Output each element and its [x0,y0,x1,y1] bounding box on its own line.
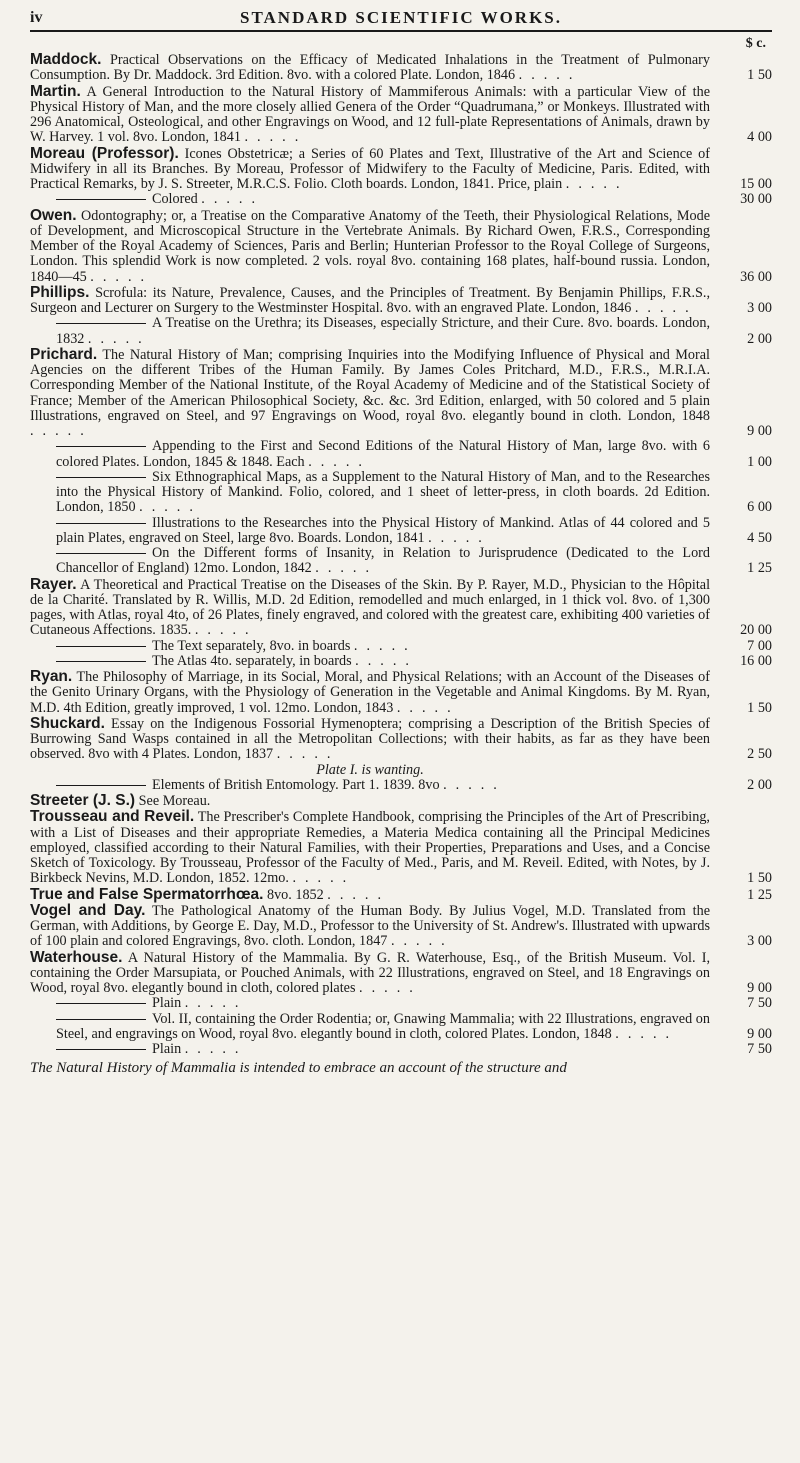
leader-dots: ..... [276,746,340,763]
entry-price: 7 50 [747,1041,772,1057]
catalogue-entry [30,950,772,997]
entry-text: The Natural History of Man; comprising Inquiries into the Modifying Influence of Physical and Moral Agencies on the different Tribes of the Human Family. By James Coles Pritchard, M.D., F.R.S., M.R.I.A. Corresponding Member of the National Institute, of the Royal Academy of Medicine and of the Statistical Society of France; Member of the American Philosophical Society, &c. &c. 3rd Edition, enlarged, with 50 colored and 5 plain Illustrations, engraved on Steel, and 97 Engravings on Wood, royal 8vo. elegantly bound in cloth. London, 1848 [30,346,710,424]
entry-author: Ryan. [30,668,73,685]
leader-dots: ..... [194,622,258,639]
entry-price: 30 00 [740,191,772,208]
entry-price: 4 00 [747,129,772,146]
entry-price: 3 00 [747,933,772,950]
entry-price: 15 00 [740,176,772,192]
catalogue-entry [30,793,772,809]
entry-text: 8vo. 1852 [266,886,324,903]
entry-text: A Natural History of the Mammalia. By G. R. Waterhouse, Esq., of the British Museum. Vol. I, containing the Order Marsupiata, or Pouched Animals, with 22 Illustrations, engraved on Steel, and 18 Engravings on Wood, royal 8vo. elegantly bound in cloth, colored plates [30,949,710,996]
ditto-rule [56,646,146,647]
sub-entry [30,316,772,347]
entry-text: Elements of British Entomology. Part 1. 1839. 8vo [152,776,440,793]
leader-dots: ..... [184,1041,248,1057]
entry-text: A Treatise on the Urethra; its Diseases, especially Stricture, and their Cure. 8vo. boards. London, 1832 [56,315,710,347]
leader-dots: ..... [87,330,151,347]
currency-header: $ c. [745,36,766,51]
entry-author: Rayer. [30,575,77,593]
entry-text: Appending to the First and Second Editions of the Natural History of Man, large 8vo. with 6 colored Plates. London, 1845 & 1848. Each [56,438,710,470]
entry-author: Vogel and Day. [30,901,146,919]
entry-text: The Text separately, 8vo. in boards [152,637,351,654]
entry-text: Practical Observations on the Efficacy of Medicated Inhalations in the Treatment of Pulmonary Consumption. By Dr. Maddock. 3rd Edition. 8vo. with a colored Plate. London, 1846 [30,52,710,84]
catalogue-entry [30,347,772,440]
entry-text: On the Different forms of Insanity, in Relation to Jurisprudence (Dedicated to the Lord Chancellor of England) 12mo. London, 1842 [56,545,710,577]
ditto-rule [56,553,146,554]
sub-entry [30,470,772,516]
entry-price: 3 00 [747,300,772,316]
leader-dots: ..... [308,453,371,470]
ditto-rule [56,661,146,662]
sub-entry [30,654,772,669]
entry-price: 9 00 [747,980,772,996]
entry-text: Six Ethnographical Maps, as a Supplement to the Natural History of Man, and to the Researches into the Physical History of Mankind. Folio, colored, and 1 sheet of letter-press, in cloth boards. 2d Edition. London, 1850 [56,468,710,516]
entry-price: 2 00 [747,776,772,793]
catalogue-entry [30,52,772,84]
entry-text: Plain [152,995,182,1012]
entry-price: 1 25 [747,886,772,903]
entry-price: 2 50 [747,746,772,763]
sub-entry [30,192,772,207]
leader-dots: ..... [30,423,93,439]
catalogue-entry [30,716,772,763]
entry-author: Maddock. [30,51,102,68]
catalogue-entry [30,146,772,193]
sub-entry [30,1042,772,1057]
leader-dots: ..... [355,652,418,669]
entry-text: A General Introduction to the Natural History of Mammiferous Animals: with a particular View of the Physical History of Man, and the more closely allied Genera of the Order “Quadrumana,” or Monkeys. Illustrated with 296 Anatomical, Osteological, and other Engravings on Wood, and 12 full-plate Representations of Animals, drawn by W. Harvey. 1 vol. 8vo. London, 1841 [30,83,711,146]
entry-author: Shuckard. [30,714,105,732]
entry-text: Vol. II, containing the Order Rodentia; or, Gnawing Mammalia; with 22 Illustrations, engraved on Steel, and engravings on Wood, royal 8vo. elegantly bound in cloth, colored Plates. London, 1848 [56,1010,710,1042]
entry-list [30,52,772,1057]
catalogue-entry [30,285,772,317]
ditto-rule [56,1003,146,1004]
leader-dots: ..... [615,1025,679,1042]
entry-text: The Pathological Anatomy of the Human Body. By Julius Vogel, M.D. Translated from the German, with Additions, by George E. Day, M.D., Professor to the University of St. Andrew's. Illustrated with upwards of 100 plain and colored Engravings, 8vo. cloth. London, 1847 [30,902,711,950]
sub-entry [30,546,772,577]
catalogue-entry [30,669,772,716]
entry-price: 20 00 [740,622,772,639]
leader-dots: ..... [292,870,356,887]
entry-price: 6 00 [747,499,772,516]
ditto-rule [56,1019,146,1020]
catalogue-entry [30,208,772,285]
entry-price: 1 50 [747,67,772,84]
entry-text: The Philosophy of Marriage, in its Social, Moral, and Physical Relations; with an Account of the Diseases of the Genito Urinary Organs, with the Physiology of Generation in the Vegetable and Animal Kingdoms. By M. Ryan, M.D. 4th Edition, greatly improved, 1 vol. 12mo. London, 1843 [30,669,710,716]
entry-price: 1 50 [747,699,772,716]
entry-author: Streeter (J. S.) [30,792,136,809]
leader-dots: ..... [327,886,391,903]
leader-dots: ..... [565,176,629,192]
entry-text: The Atlas 4to. separately, in boards [152,652,352,669]
page-number: iv [30,9,43,26]
entry-text: Scrofula: its Nature, Prevalence, Causes, and the Principles of Treatment. By Benjamin Phillips, F.R.S., Surgeon and Lecturer on Surgery to the Westminster Hospital. 8vo. with an engraved Plate. London, 1846 [30,284,711,316]
entry-price: 16 00 [740,652,772,669]
entry-text: Icones Obstetricæ; a Series of 60 Plates and Text, Illustrative of the Art and Science of Midwifery in all its Branches. By Moreau, Professor of Midwifery to the Faculty of Medicine, Paris. Edited, with Practical Remarks, by J. S. Streeter, M.R.C.S. Folio. Cloth boards. London, 1841. Price, plain [30,145,710,192]
leader-dots: ..... [443,776,506,793]
entry-price: 1 00 [747,453,772,470]
sub-entry [30,778,772,793]
leader-dots: ..... [428,529,491,546]
sub-entry [30,996,772,1011]
entry-text: Colored [152,191,198,208]
catalogue-entry [30,577,772,639]
entry-text: Essay on the Indigenous Fossorial Hymenoptera; comprising a Description of the British Species of Burrowing Sand Wasps contained in all the Metropolitan Collections; with their habits, as far as they have been observed. 8vo with 4 Plates. London, 1837 [30,715,711,763]
entry-text: The Prescriber's Complete Handbook, comprising the Principles of the Art of Prescribing, with a List of Diseases and their appropriate Remedies, a Materia Medica containing all the Principal Medicines employed, classified according to their Natural Families, with their Properties, Preparations and Uses, and a Concise Sketch of Toxicology. By Trousseau, Professor of the Faculty of Med., Paris, and M. Reveil. Edited, with Notes, by J. Birkbeck Nevins, M.D. London, 1852. 12mo. [30,809,710,887]
ditto-rule [56,1049,146,1050]
entry-price: 2 00 [747,330,772,347]
entry-author: Martin. [30,82,81,100]
leader-dots: ..... [90,268,154,285]
entry-price: 1 25 [747,560,772,577]
entry-note: Plate I. is wanting. [316,761,424,778]
sub-entry [30,1012,772,1043]
catalogue-entry [30,84,772,146]
catalogue-entry [30,887,772,903]
entry-price: 9 00 [747,423,772,439]
sub-entry [30,639,772,654]
entry-text: See Moreau. [138,793,211,809]
entry-author: Prichard. [30,345,98,363]
entry-text: Illustrations to the Researches into the Physical History of Mankind. Atlas of 44 colored and 5 plain Plates, engraved on Steel, large 8vo. Boards. London, 1841 [56,514,710,546]
leader-dots: ..... [244,129,308,146]
entry-price: 9 00 [747,1025,772,1042]
leader-dots: ..... [634,300,698,316]
leader-dots: ..... [518,67,582,84]
entry-price: 7 00 [747,637,772,654]
ditto-rule [56,785,146,786]
entry-text: Plain [152,1041,182,1057]
entry-author: Trousseau and Reveil. [30,808,195,826]
catalogue-entry [30,903,772,950]
leader-dots: ..... [353,637,417,654]
ditto-rule [56,323,146,324]
sub-entry [30,439,772,470]
leader-dots: ..... [139,499,202,516]
footer-text: The Natural History of Mammalia is intended to embrace an account of the structure and [30,1060,567,1077]
ditto-rule [56,523,146,524]
leader-dots: ..... [359,980,422,996]
leader-dots: ..... [184,995,248,1012]
entry-text: A Theoretical and Practical Treatise on the Diseases of the Skin. By P. Rayer, M.D., Physician to the Hôpital de la Charité. Translated by R. Willis, M.D. 2d Edition, remodelled and much enlarged, in 1 thick vol. 8vo. of 1,300 pages, with Atlas, royal 4to, of 26 Plates, finely engraved, and colored with the greatest care, exhibiting 400 varieties of Cutaneous Affections. 1835. [30,576,711,639]
entry-author: Phillips. [30,283,90,301]
sub-entry [30,516,772,547]
entry-author: Owen. [30,206,77,224]
entry-author: True and False Spermatorrhœa. [30,885,264,903]
entry-price: 7 50 [747,995,772,1012]
ditto-rule [56,446,146,447]
entry-author: Waterhouse. [30,948,123,966]
leader-dots: ..... [315,560,379,577]
entry-price: 36 00 [740,268,772,285]
leader-dots: ..... [201,191,264,208]
ditto-rule [56,199,146,200]
leader-dots: ..... [396,699,460,716]
page-header [30,6,772,32]
entry-author: Moreau (Professor). [30,144,179,162]
entry-price: 4 50 [747,529,772,546]
leader-dots: ..... [390,933,454,950]
running-title: STANDARD SCIENTIFIC WORKS. [239,8,562,27]
ditto-rule [56,477,146,478]
entry-text: Odontography; or, a Treatise on the Comparative Anatomy of the Teeth, their Physiological Relations, Mode of Development, and Microscopical Structure in the Vertebrate Animals. By Richard Owen, F.R.S., Corresponding Member of the Royal Academy of Sciences, Paris and Berlin; Hunterian Professor to the Royal College of Surgeons, London. This splendid Work is now completed. 2 vols. royal 8vo. containing 168 plates, half-bound russia. London, 1840—45 [30,207,711,285]
catalogue-entry [30,809,772,886]
entry-price: 1 50 [747,870,772,887]
